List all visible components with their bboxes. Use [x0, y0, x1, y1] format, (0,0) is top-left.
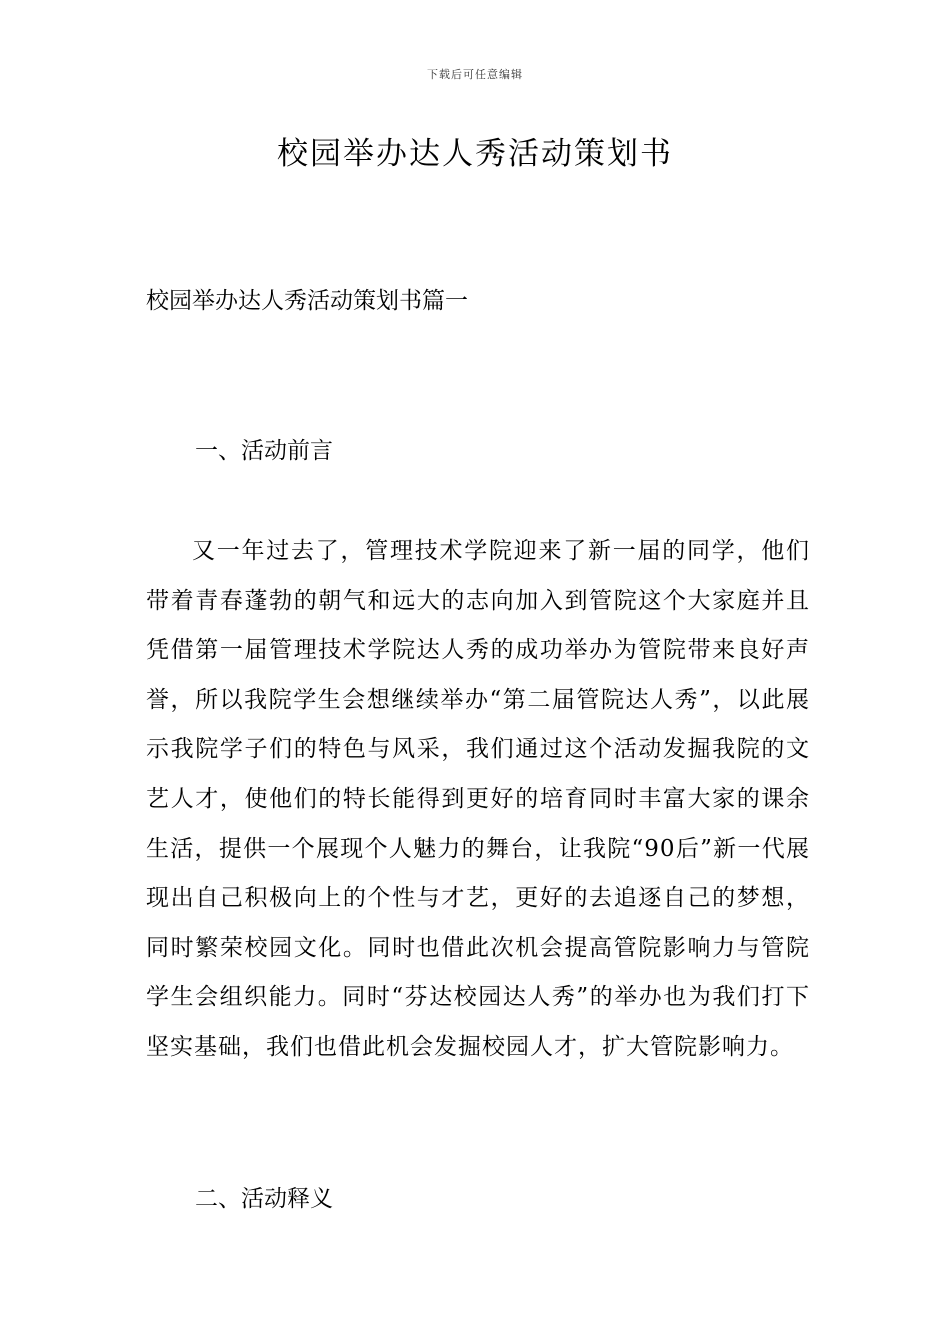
section-heading: 校园举办达人秀活动策划书篇一: [146, 288, 468, 314]
subheading-activity-definition: 二、活动释义: [195, 1186, 333, 1212]
body-paragraph: 又一年过去了，管理技术学院迎来了新一届的同学，他们带着青春蓬勃的朝气和远大的志向加入到管院这个大家庭并且凭借第一届管理技术学院达人秀的成功举办为管院带来良好声誉，所以我院学生会想继续举办“第二届管院达人秀”，以此展示我院学子们的特色与风采，我们通过这个活动发掘我院的文艺人才，使他们的特长能得到更好的培育同时丰富大家的课余生活，提供一个展现个人魅力的舞台，让我院“90后”新一代展现出自己积极向上的个性与才艺，更好的去追逐自己的梦想，同时繁荣校园文化。同时也借此次机会提高管院影响力与管院学生会组织能力。同时“芬达校园达人秀”的举办也为我们打下坚实基础，我们也借此机会发掘校园人才，扩大管院影响力。: [146, 538, 810, 1060]
subheading-activity-preface: 一、活动前言: [195, 438, 333, 464]
header-note: 下载后可任意编辑: [427, 68, 523, 81]
document-title: 校园举办达人秀活动策划书: [277, 136, 673, 172]
